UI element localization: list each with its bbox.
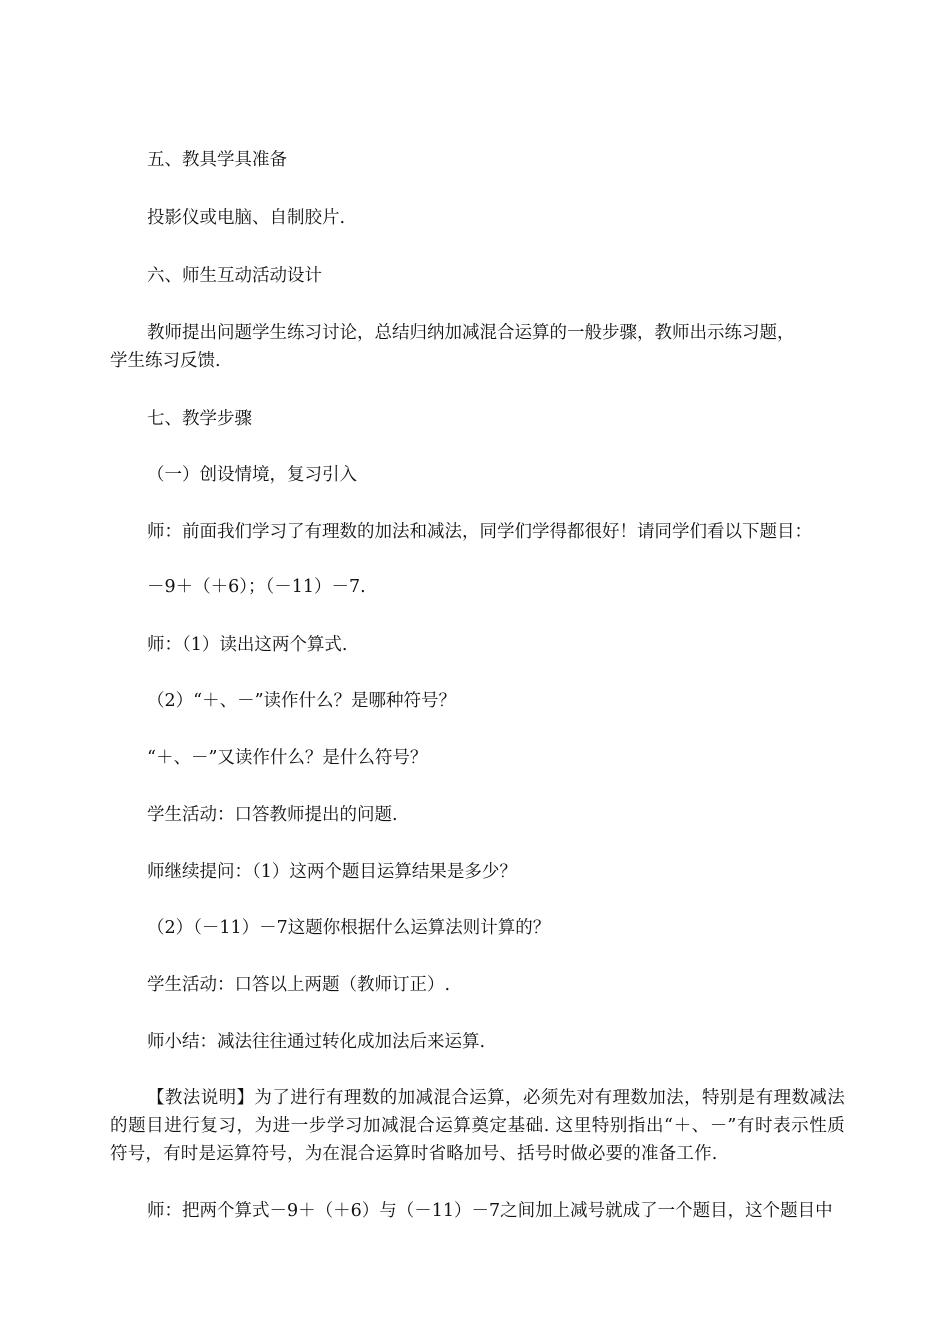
text-line: 师：（1）读出这两个算式. xyxy=(147,635,348,655)
teaching-note-paragraph: 【教法说明】为了进行有理数的加减混合运算，必须先对有理数加法，特别是有理数减法的题目进行复习，为进一步学习加减混合运算奠定基础. 这里特别指出“＋、－”有时表示性质符号，有时是运算符号，为在混合运算时省略加号、括号时做必要的准备工作. xyxy=(110,1088,845,1164)
math-expression: －9＋（＋6）；（－11）－7. xyxy=(147,577,366,597)
text-line: （2）“＋、－”读作什么？是哪种符号？ xyxy=(147,691,457,711)
section-heading-6: 六、师生互动活动设计 xyxy=(147,266,322,286)
subsection-heading: （一）创设情境，复习引入 xyxy=(147,465,357,485)
text-line: 师：把两个算式－9＋（＋6）与（－11）－7之间加上减号就成了一个题目，这个题目中 xyxy=(147,1201,833,1221)
text-line: 师小结：减法往往通过转化成加法后来运算. xyxy=(147,1032,486,1052)
text-line: 投影仪或电脑、自制胶片. xyxy=(147,208,346,228)
text-line: （2）（－11）－7这题你根据什么运算法则计算的？ xyxy=(147,918,551,938)
section-heading-5: 五、教具学具准备 xyxy=(147,150,287,170)
text-line: 学生活动：口答以上两题（教师订正）. xyxy=(147,975,451,995)
section-heading-7: 七、教学步骤 xyxy=(147,409,252,429)
text-line: 教师提出问题学生练习讨论，总结归纳加减混合运算的一般步骤，教师出示练习题， xyxy=(147,323,795,343)
text-line: 学生练习反馈. xyxy=(110,351,221,371)
text-line: 师：前面我们学习了有理数的加法和减法，同学们学得都很好！请同学们看以下题目： xyxy=(147,522,812,542)
text-line: “＋、－”又读作什么？是什么符号？ xyxy=(147,748,428,768)
text-line: 学生活动：口答教师提出的问题. xyxy=(147,805,398,825)
text-line: 师继续提问：（1）这两个题目运算结果是多少？ xyxy=(147,862,517,882)
